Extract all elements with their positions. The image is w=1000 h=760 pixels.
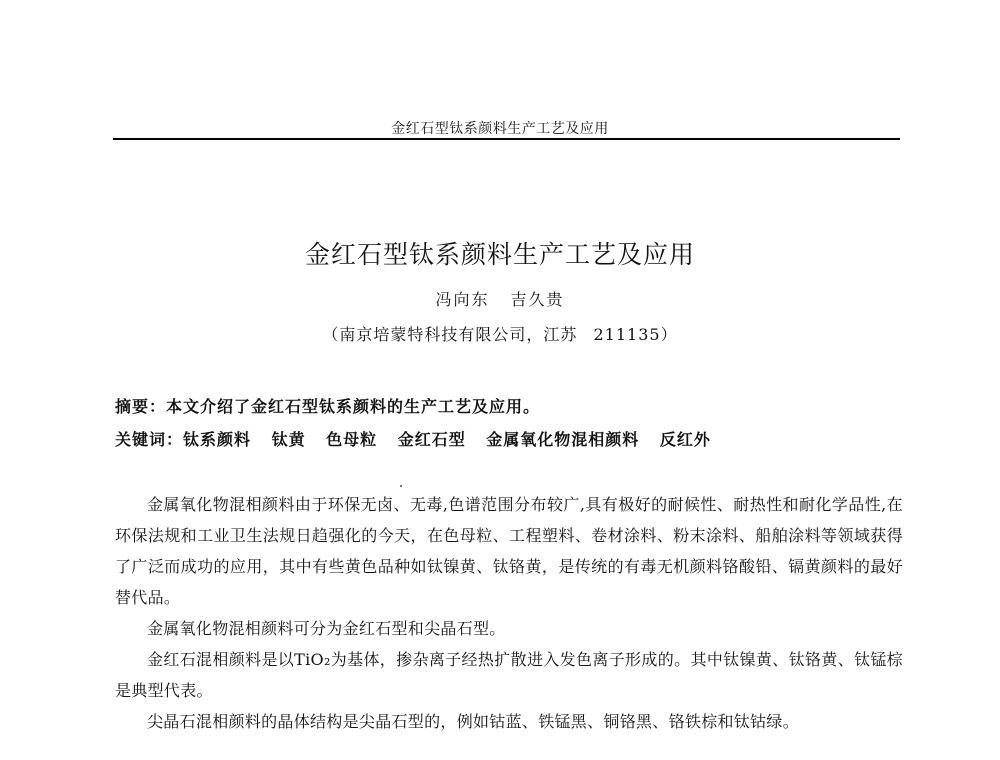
header-rule <box>113 138 900 140</box>
keywords-text: 钛系颜料 钛黄 色母粒 金红石型 金属氧化物混相颜料 反红外 <box>183 430 711 449</box>
authors: 冯向东 吉久贵 <box>435 290 565 309</box>
scan-speck <box>400 485 402 487</box>
paragraph: 金属氧化物混相颜料可分为金红石型和尖晶石型。 <box>147 619 506 638</box>
running-header: 金红石型钛系颜料生产工艺及应用 <box>391 121 609 137</box>
abstract-label: 摘要： <box>115 397 167 416</box>
abstract-text: 本文介绍了金红石型钛系颜料的生产工艺及应用。 <box>166 397 541 416</box>
paragraph: 金红石混相颜料是以TiO₂为基体，掺杂离子经热扩散进入发色离子形成的。其中钛镍黄、钛铬黄、钛锰棕是典型代表。 <box>115 650 903 700</box>
keywords-label: 关键词： <box>115 430 184 449</box>
keywords <box>115 427 905 450</box>
abstract <box>115 394 905 417</box>
paper-title: 金红石型钛系颜料生产工艺及应用 <box>304 240 695 269</box>
body-text <box>115 489 903 737</box>
affiliation: （南京培蒙特科技有限公司，江苏 211135） <box>322 325 678 344</box>
paragraph: 金属氧化物混相颜料由于环保无卤、无毒,色谱范围分布较广,具有极好的耐候性、耐热性和耐化学品性,在环保法规和工业卫生法规日趋强化的今天，在色母粒、工程塑料、卷材涂料、粉末涂料、船舶涂料等领域获得了广泛而成功的应用，其中有些黄色品种如钛镍黄、钛铬黄，是传统的有毒无机颜料铬酸铅、镉黄颜料的最好替代品。 <box>115 495 903 607</box>
paragraph: 尖晶石混相颜料的晶体结构是尖晶石型的，例如钴蓝、铁锰黑、铜铬黑、铬铁棕和钛钴绿。 <box>147 712 800 731</box>
